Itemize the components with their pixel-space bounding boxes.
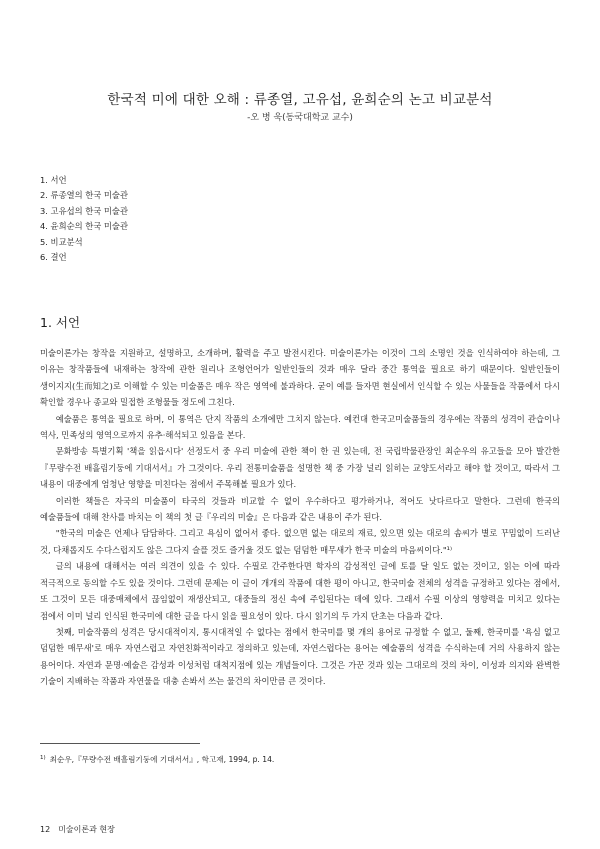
toc-item: 3. 고유섭의 한국 미술관 xyxy=(40,205,128,216)
toc-item: 4. 윤희순의 한국 미술관 xyxy=(40,221,128,232)
footnote-divider xyxy=(40,743,200,744)
toc-item: 6. 결언 xyxy=(40,252,67,263)
footnote-marker: 1) xyxy=(40,755,46,761)
toc-item: 2. 류종열의 한국 미술관 xyxy=(40,190,128,201)
paragraph: 글의 내용에 대해서는 여러 의견이 있을 수 있다. 수필로 간주한다면 학자의 감성적인 글에 토를 달 일도 없는 것이고, 읽는 이에 따라 적극적으로 동의할 수도 있을 것이다. 그런데 문제는 이 글이 개개의 작품에 대한 평이 아니고, 한국미술 전체의 성격을 규정하고 있다는 점에서, 또 그것이 모든 대중매체에서 끊임없이 재생산되고, 대중들의 정신 속에 주입된다는 데에 있다. 그래서 수필 이상의 영향력을 미치고 있다는 점에서 이미 널리 인식된 한국미에 대한 글을 다시 읽을 필요성이 있다. 다시 읽기의 두 가지 단초는 다음과 같다. xyxy=(40,561,560,621)
footnote xyxy=(40,754,274,765)
quote-paragraph: "한국의 미술은 언제나 담담하다. 그리고 욕심이 없어서 좋다. 없으면 없는 대로의 재료, 있으면 있는 대로의 솜씨가 별로 꾸밈없이 드러난 것, 다채롭지도 수다스럽지도 않은 그다지 슬플 것도 즐거울 것도 없는 덤덤한 매무새가 한국 미술의 마음씨이다."¹⁾ xyxy=(40,528,560,555)
page-footer xyxy=(40,824,115,835)
paragraph: 문화방송 특별기획 '책을 읽읍시다' 선정도서 중 우리 미술에 관한 책이 한 권 있는데, 전 국립박물관장인 최순우의 유고들을 모아 발간한『무량수전 배흘림기둥에 기대서서』가 그것이다. 우리 전통미술품을 설명한 책 중 가장 널리 읽히는 교양도서라고 해야 할 것이고, 따라서 그 내용이 대중에게 엄청난 영향을 미친다는 점에서 주목해볼 필요가 있다. xyxy=(40,446,560,490)
paragraph: 이러한 책들은 자국의 미술품이 타국의 것들과 비교할 수 없이 우수하다고 평가하거나, 적어도 낫다르다고 말한다. 그런데 한국의 예술품들에 대해 찬사를 바치는 이 책의 첫 글『우리의 미술』은 다음과 같은 내용이 주가 된다. xyxy=(40,495,560,523)
section-heading: 1. 서언 xyxy=(40,315,81,330)
paragraph: 예술품은 통역을 필요로 하며, 이 통역은 단지 작품의 소개에만 그치지 않는다. 예컨대 한국고미술품들의 경우에는 작품의 성격이 관습이나 역사, 민족성의 영역으로까지 유추·해석되고 있음을 본다. xyxy=(40,413,560,441)
toc-item: 5. 비교분석 xyxy=(40,236,83,247)
paragraph: 첫째, 미술작품의 성격은 당시대적이지, 통시대적일 수 없다는 점에서 한국미를 몇 개의 용어로 규정할 수 없고, 둘째, 한국미를 '욕심 없고 덤덤한 매무새'로 매우 자연스럽고 자연친화적이라고 정의하고 있는데, 자연스럽다는 용어는 예술품의 성격을 수식하는데 거의 사용하지 않는 용어이다. 자연과 문명·예술은 감성과 이성처럼 대척지점에 있는 개념들이다. 그것은 가꾼 것과 있는 그대로의 것의 차이, 이성과 의지와 완벽한 기술이 지배하는 작품과 자연물을 대충 손봐서 쓰는 물건의 차이만큼 큰 것이다. xyxy=(40,626,560,687)
page-number: 12 xyxy=(40,825,51,834)
journal-name: 미술이론과 현장 xyxy=(58,825,115,834)
body-text xyxy=(40,345,560,690)
author-line: -오 병 욱(동국대학교 교수) xyxy=(247,113,353,123)
table-of-contents xyxy=(40,173,128,265)
footnote-text: 최순우,『무량수전 배흘림기둥에 기대서서』, 학고재, 1994, p. 14. xyxy=(49,755,275,764)
paper-title: 한국적 미에 대한 오해 : 류종열, 고유섭, 윤희순의 논고 비교분석 xyxy=(107,92,493,108)
paragraph: 미술이론가는 창작을 지원하고, 설명하고, 소개하며, 활력을 주고 발전시킨다. 미술이론가는 이것이 그의 소명인 것을 인식하여야 하는데, 그 이유는 창작품들에 내재하는 창작에 관한 원리나 조형언어가 일반인들의 것과 매우 달라 중간 통역을 필요로 하기 때문이다. 일반인들이 생이지지(生而知之)로 이해할 수 있는 미술품은 매우 작은 영역에 불과하다. 굳이 예를 들자면 현실에서 인식할 수 있는 사물들을 작품에서 다시 확인할 경우나 종교와 밀접한 조형물들 정도에 그친다. xyxy=(40,348,560,408)
toc-item: 1. 서언 xyxy=(40,175,67,185)
